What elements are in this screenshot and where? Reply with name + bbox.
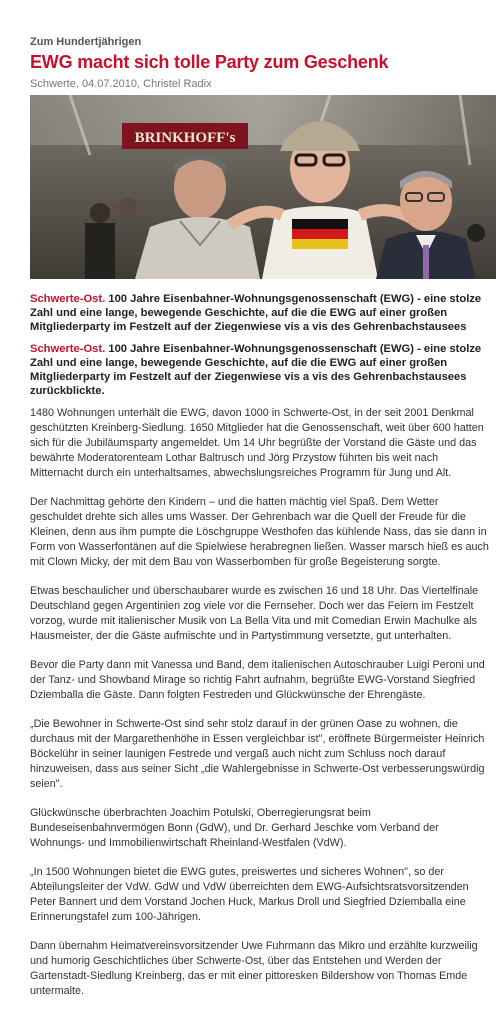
body-paragraph: Etwas beschaulicher und überschaubarer wurde es zwischen 16 und 18 Uhr. Das Viertelfinale Deutschland gegen Argentinien zog viele vor die Fernseher. Doch wer das Feiern im Festzelt vorzog, wurde mit italienischer Musik von La Bella Vita und mit Comedian Erwin Machulke als Hausmeister, der die Gäste aufmischte und in Partystimmung versetzte, gut unterhalten.	[30, 585, 479, 642]
teaser-location: Schwerte-Ost.	[30, 293, 106, 305]
article-photo	[30, 95, 496, 279]
teaser-body: 100 Jahre Eisenbahner-Wohnungsgenossenschaft (EWG) - eine stolze Zahl und eine lange, bewegende Geschichte, auf die die EWG auf einer großen Mitgliederparty im Festzelt auf der Ziegenwiese vis a vis des Gehrenbachstausees	[30, 293, 482, 332]
body-paragraph: Dann übernahm Heimatvereinsvorsitzender Uwe Fuhrmann das Mikro und erzählte kurzweilig und humorig Geschichtliches über Schwerte-Ost, über das Entstehen und Werden der Gartenstadt-Siedlung Kreinberg, das er mit einer pittoresken Bildershow von Thomas Emde untermalte.	[30, 940, 478, 997]
article-kicker: Zum Hundertjährigen	[30, 36, 142, 48]
body-paragraph: Der Nachmittag gehörte den Kindern – und die hatten mächtig viel Spaß. Dem Wetter geschuldet drehte sich alles ums Wasser. Der Gehrenbach war die Quell der Freude für die Kleinen, denn aus ihm pumpte die Löschgruppe Westhofen das kühlende Nass, das sie dann in Form von Wasserfontänen auf die Spielwiese herabregnen ließen. Wasser marsch hieß es auch mit Clown Micky, der mit dem Bau von Wasserbomben für große Begeisterung sorgte.	[30, 496, 489, 568]
article-byline: Schwerte, 04.07.2010, Christel Radix	[30, 78, 212, 90]
body-paragraph: „Die Bewohner in Schwerte-Ost sind sehr stolz darauf in der grünen Oase zu wohnen, die durchaus mit der Margarethenhöhe in Essen vergleichbar ist", eröffnete Bürgermeister Heinrich Böckelühr in seiner launigen Festrede und vergaß auch nicht zum Schluss noch darauf hinzuweisen, dass aus seiner Sicht „die Wahlergebnisse in Schwerte-Ost verbesserungswürdig seien".	[30, 718, 485, 790]
article-lede	[30, 342, 492, 398]
photo-banner-text: BRINKHOFF's	[134, 130, 236, 146]
body-paragraph: Bevor die Party dann mit Vanessa und Band, dem italienischen Autoschrauber Luigi Peroni und der Tanz- und Showband Mirage so richtig Fahrt aufnahm, begrüßte EWG-Vorstand Siegfried Dziemballa die Gäste. Dann folgten Festreden und Glückwünsche der Ehrengäste.	[30, 659, 485, 701]
body-paragraph: 1480 Wohnungen unterhält die EWG, davon 1000 in Schwerte-Ost, in der seit 2001 Denkmal geschützten Kreinberg-Siedlung. 1650 Mitglieder hat die Genossenschaft, weit über 600 hatten sich für die Jubiläumsparty angemeldet. Um 14 Uhr begrüßte der Vorstand die Gäste und das bewährte Moderatorenteam Lothar Baltrusch und Jörg Przystow führten bis weit nach Mitternacht durch ein unterhaltsames, abwechslungsreiches Programm für Jung und Alt.	[30, 407, 484, 479]
article-headline: EWG macht sich tolle Party zum Geschenk	[30, 52, 389, 72]
lede-location: Schwerte-Ost.	[30, 343, 106, 355]
body-paragraph: „In 1500 Wohnungen bietet die EWG gutes, preiswertes und sicheres Wohnen", so der Abteilungsleiter der VdW. GdW und VdW überreichten dem EWG-Aufsichtsratsvorsitzenden Peter Bannert und dem Vorstand Jochen Huck, Markus Droll und Siegfried Dziemballa eine Erinnerungstafel zum 100-Jährigen.	[30, 866, 469, 923]
article-body	[30, 406, 492, 1013]
teaser-text	[30, 292, 490, 332]
party-photo-image	[30, 95, 496, 279]
lede-body: 100 Jahre Eisenbahner-Wohnungsgenossenschaft (EWG) - eine stolze Zahl und eine lange, bewegende Geschichte, auf die die EWG auf einer großen Mitgliederparty im Festzelt auf der Ziegenwiese vis a vis des Gehrenbachstausees zurückblickte.	[30, 343, 482, 397]
body-paragraph: Glückwünsche überbrachten Joachim Potulski, Oberregierungsrat beim Bundeseisenbahnvermögen Bonn (GdW), und Dr. Gerhard Jeschke vom Verband der Wohnungs- und Immobilienwirtschaft Rheinland-Westfalen (VdW).	[30, 807, 439, 849]
